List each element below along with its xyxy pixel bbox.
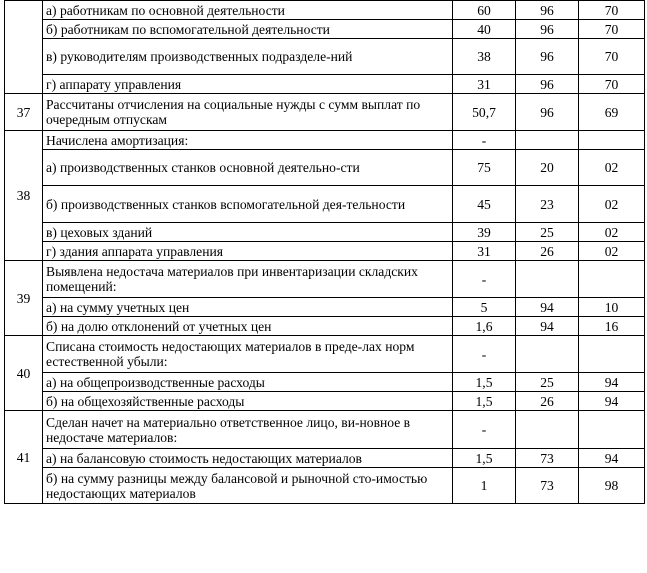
debit-account-cell: 96 bbox=[516, 94, 579, 131]
entry-number: 38 bbox=[5, 131, 43, 261]
debit-account-cell: 96 bbox=[516, 39, 579, 75]
journal-table bbox=[4, 0, 645, 504]
amount-cell: 1,6 bbox=[453, 317, 516, 336]
credit-account-cell: 02 bbox=[579, 150, 645, 186]
amount-cell: 75 bbox=[453, 150, 516, 186]
credit-account-cell bbox=[579, 131, 645, 150]
debit-account-cell bbox=[516, 336, 579, 373]
operation-description: Выявлена недостача материалов при инвентаризации складских помещений: bbox=[43, 261, 453, 298]
operation-description: б) на сумму разницы между балансовой и рыночной сто-имостью недостающих материалов bbox=[43, 468, 453, 504]
amount-cell: 1,5 bbox=[453, 392, 516, 411]
operation-description: г) здания аппарата управления bbox=[43, 242, 453, 261]
credit-account-cell: 98 bbox=[579, 468, 645, 504]
credit-account-cell bbox=[579, 411, 645, 449]
credit-account-cell bbox=[579, 336, 645, 373]
journal-row bbox=[5, 186, 645, 223]
credit-account-cell: 69 bbox=[579, 94, 645, 131]
amount-cell: 60 bbox=[453, 1, 516, 20]
operation-description: г) аппарату управления bbox=[43, 75, 453, 94]
debit-account-cell: 73 bbox=[516, 468, 579, 504]
amount-cell: - bbox=[453, 411, 516, 449]
debit-account-cell: 26 bbox=[516, 392, 579, 411]
debit-account-cell: 94 bbox=[516, 317, 579, 336]
journal-row bbox=[5, 317, 645, 336]
amount-cell: 39 bbox=[453, 223, 516, 242]
journal-row bbox=[5, 468, 645, 504]
credit-account-cell: 94 bbox=[579, 392, 645, 411]
credit-account-cell: 94 bbox=[579, 373, 645, 392]
journal-row bbox=[5, 1, 645, 20]
operation-description: б) работникам по вспомогательной деятельности bbox=[43, 20, 453, 39]
credit-account-cell: 70 bbox=[579, 1, 645, 20]
amount-cell: 5 bbox=[453, 298, 516, 317]
debit-account-cell: 94 bbox=[516, 298, 579, 317]
debit-account-cell bbox=[516, 131, 579, 150]
operation-description: Рассчитаны отчисления на социальные нужды с сумм выплат по очередным отпускам bbox=[43, 94, 453, 131]
debit-account-cell: 23 bbox=[516, 186, 579, 223]
entry-number: 41 bbox=[5, 411, 43, 504]
amount-cell: 31 bbox=[453, 242, 516, 261]
amount-cell: - bbox=[453, 336, 516, 373]
debit-account-cell: 26 bbox=[516, 242, 579, 261]
amount-cell: 31 bbox=[453, 75, 516, 94]
operation-description: в) цеховых зданий bbox=[43, 223, 453, 242]
journal-row bbox=[5, 373, 645, 392]
credit-account-cell: 70 bbox=[579, 39, 645, 75]
entry-number: 40 bbox=[5, 336, 43, 411]
journal-row bbox=[5, 392, 645, 411]
operation-description: б) производственных станков вспомогательной дея-тельности bbox=[43, 186, 453, 223]
debit-account-cell: 73 bbox=[516, 449, 579, 468]
entry-number: 39 bbox=[5, 261, 43, 336]
debit-account-cell: 96 bbox=[516, 75, 579, 94]
amount-cell: 1,5 bbox=[453, 373, 516, 392]
operation-description: б) на долю отклонений от учетных цен bbox=[43, 317, 453, 336]
journal-row bbox=[5, 449, 645, 468]
journal-row bbox=[5, 150, 645, 186]
journal-row bbox=[5, 336, 645, 373]
journal-row bbox=[5, 75, 645, 94]
journal-row bbox=[5, 39, 645, 75]
journal-row bbox=[5, 20, 645, 39]
credit-account-cell bbox=[579, 261, 645, 298]
amount-cell: 40 bbox=[453, 20, 516, 39]
operation-description: б) на общехозяйственные расходы bbox=[43, 392, 453, 411]
credit-account-cell: 02 bbox=[579, 242, 645, 261]
credit-account-cell: 10 bbox=[579, 298, 645, 317]
operation-description: Начислена амортизация: bbox=[43, 131, 453, 150]
debit-account-cell bbox=[516, 411, 579, 449]
journal-row bbox=[5, 261, 645, 298]
journal-row bbox=[5, 223, 645, 242]
journal-row bbox=[5, 94, 645, 131]
amount-cell: - bbox=[453, 261, 516, 298]
amount-cell: 45 bbox=[453, 186, 516, 223]
operation-description: а) на сумму учетных цен bbox=[43, 298, 453, 317]
operation-description: в) руководителям производственных подразделе-ний bbox=[43, 39, 453, 75]
operation-description: а) на общепроизводственные расходы bbox=[43, 373, 453, 392]
operation-description: а) работникам по основной деятельности bbox=[43, 1, 453, 20]
amount-cell: - bbox=[453, 131, 516, 150]
credit-account-cell: 70 bbox=[579, 20, 645, 39]
debit-account-cell: 96 bbox=[516, 20, 579, 39]
debit-account-cell: 20 bbox=[516, 150, 579, 186]
amount-cell: 38 bbox=[453, 39, 516, 75]
journal-row bbox=[5, 411, 645, 449]
amount-cell: 1,5 bbox=[453, 449, 516, 468]
operation-description: Сделан начет на материально ответственное лицо, ви-новное в недостаче материалов: bbox=[43, 411, 453, 449]
credit-account-cell: 70 bbox=[579, 75, 645, 94]
amount-cell: 50,7 bbox=[453, 94, 516, 131]
debit-account-cell: 96 bbox=[516, 1, 579, 20]
debit-account-cell bbox=[516, 261, 579, 298]
operation-description: а) на балансовую стоимость недостающих материалов bbox=[43, 449, 453, 468]
operation-description: а) производственных станков основной деятельно-сти bbox=[43, 150, 453, 186]
credit-account-cell: 02 bbox=[579, 223, 645, 242]
journal-row bbox=[5, 298, 645, 317]
operation-description: Списана стоимость недостающих материалов в преде-лах норм естественной убыли: bbox=[43, 336, 453, 373]
journal-row bbox=[5, 131, 645, 150]
journal-row bbox=[5, 242, 645, 261]
credit-account-cell: 02 bbox=[579, 186, 645, 223]
credit-account-cell: 16 bbox=[579, 317, 645, 336]
debit-account-cell: 25 bbox=[516, 373, 579, 392]
credit-account-cell: 94 bbox=[579, 449, 645, 468]
journal-body bbox=[5, 1, 645, 504]
entry-number bbox=[5, 1, 43, 94]
entry-number: 37 bbox=[5, 94, 43, 131]
debit-account-cell: 25 bbox=[516, 223, 579, 242]
amount-cell: 1 bbox=[453, 468, 516, 504]
